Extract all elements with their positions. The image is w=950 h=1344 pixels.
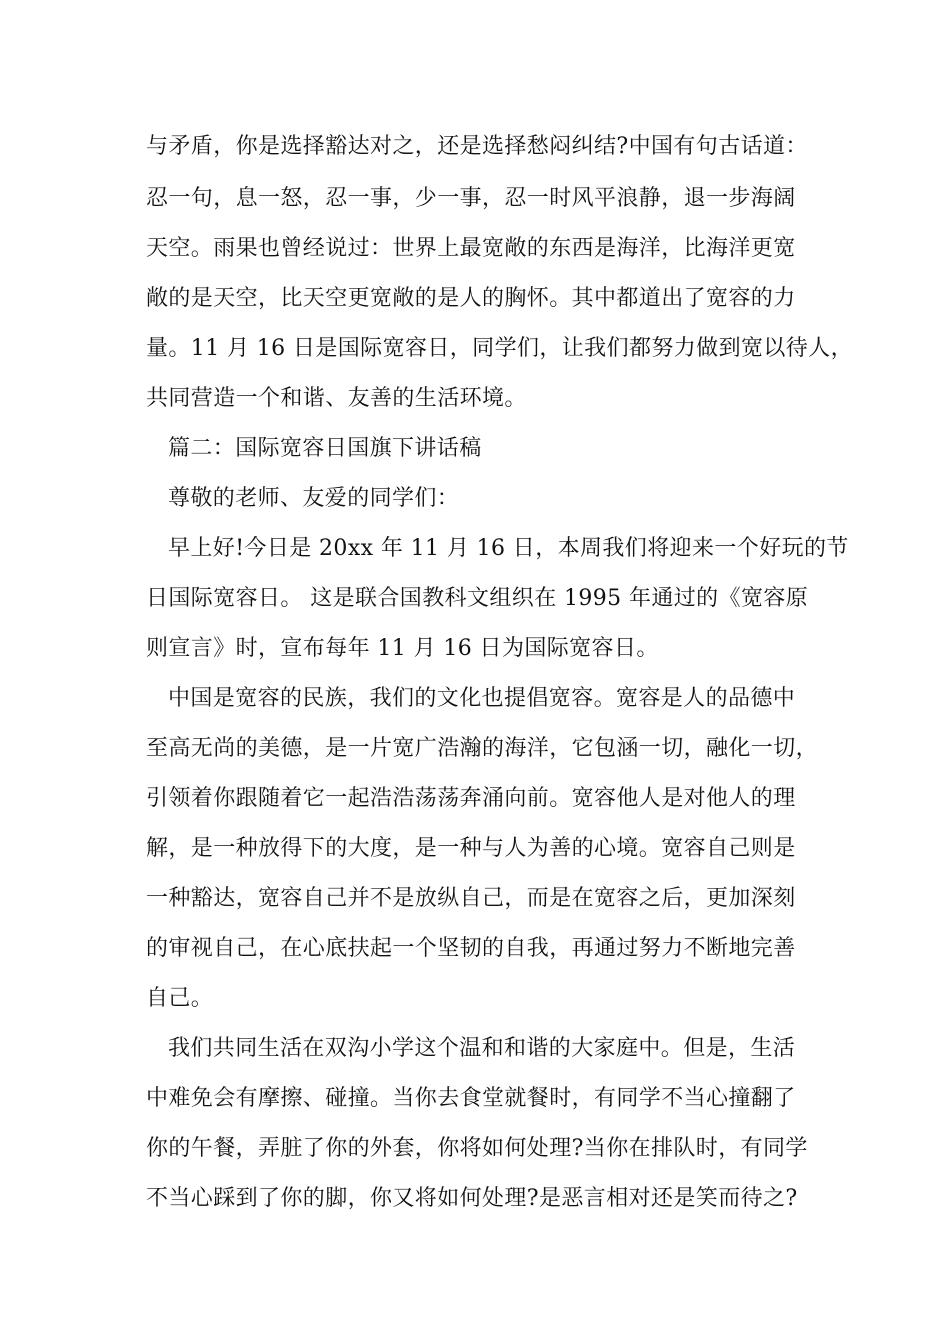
text-line: 解，是一种放得下的大度，是一种与人为善的心境。宽容自己则是 [146,836,796,861]
text-line: 中难免会有摩擦、碰撞。当你去食堂就餐时，有同学不当心撞翻了 [146,1086,796,1111]
section-heading: 篇二：国际宽容日国旗下讲话稿 [168,436,482,461]
text-line: 日国际宽容日。 这是联合国教科文组织在 1995 年通过的《宽容原 [146,586,809,611]
text-line: 忍一句，息一怒，忍一事，少一事，忍一时风平浪静，退一步海阔 [146,186,796,211]
text-line: 你的午餐，弄脏了你的外套，你将如何处理?当你在排队时，有同学 [146,1136,808,1161]
text-line: 敞的是天空，比天空更宽敞的是人的胸怀。其中都道出了宽容的力 [146,286,796,311]
salutation: 尊敬的老师、友爱的同学们： [168,486,460,511]
text-line: 不当心踩到了你的脚，你又将如何处理?是恶言相对还是笑而待之? [146,1186,798,1211]
text-line: 的审视自己，在心底扶起一个坚韧的自我，再通过努力不断地完善 [146,936,796,961]
text-line: 中国是宽容的民族，我们的文化也提倡宽容。宽容是人的品德中 [168,686,796,711]
text-line: 则宣言》时，宣布每年 11 月 16 日为国际宽容日。 [146,636,659,661]
text-line: 一种豁达，宽容自己并不是放纵自己，而是在宽容之后，更加深刻 [146,886,796,911]
text-line: 至高无尚的美德，是一片宽广浩瀚的海洋，它包涵一切，融化一切， [146,736,819,761]
text-line: 我们共同生活在双沟小学这个温和和谐的大家庭中。但是，生活 [168,1036,796,1061]
text-line: 与矛盾，你是选择豁达对之，还是选择愁闷纠结?中国有句古话道： [146,134,808,159]
text-line: 共同营造一个和谐、友善的生活环境。 [146,386,527,411]
text-line: 天空。雨果也曾经说过：世界上最宽敞的东西是海洋，比海洋更宽 [146,236,796,261]
text-line: 引领着你跟随着它一起浩浩荡荡奔涌向前。宽容他人是对他人的理 [146,786,796,811]
text-line: 早上好!今日是 20xx 年 11 月 16 日，本周我们将迎来一个好玩的节 [168,536,849,561]
text-line: 自己。 [146,986,214,1011]
text-line: 量。11 月 16 日是国际宽容日，同学们，让我们都努力做到宽以待人， [146,336,853,361]
